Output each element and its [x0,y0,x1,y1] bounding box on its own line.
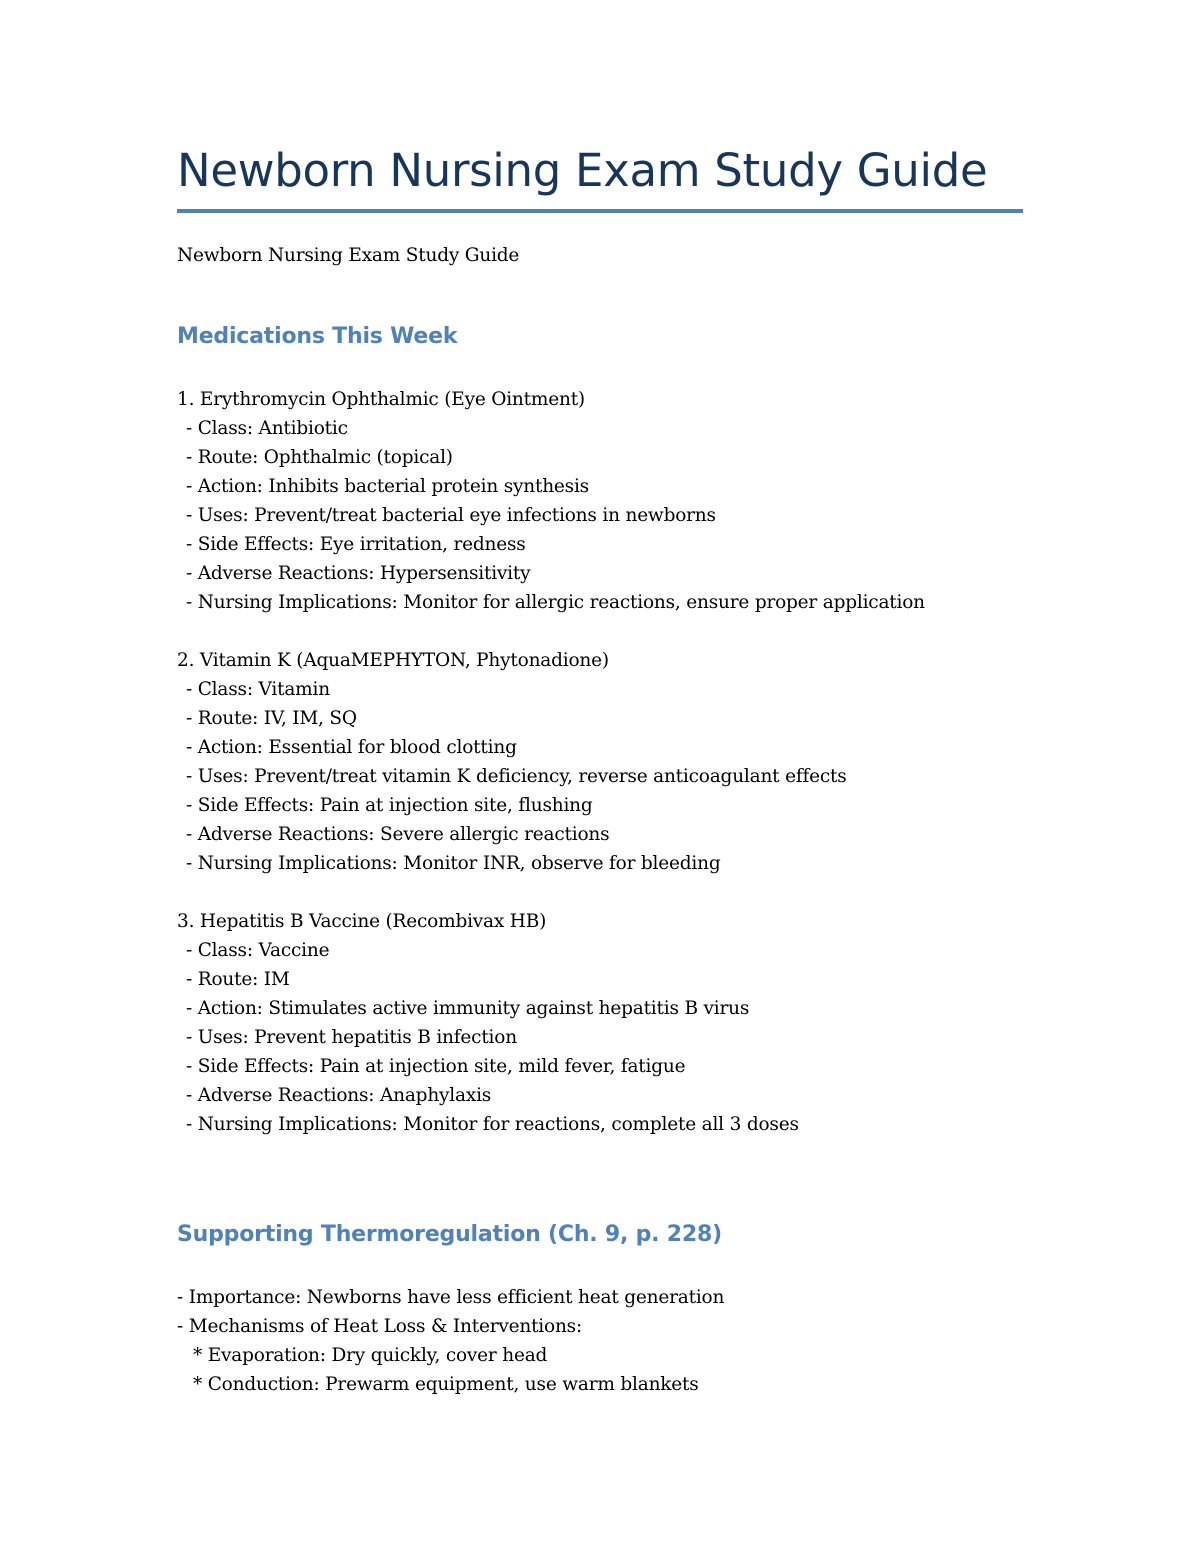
med-detail-line: - Route: IM [186,969,290,990]
med-detail-line: - Action: Inhibits bacterial protein synthesis [186,476,589,497]
thermo-subitem: * Conduction: Prewarm equipment, use warm blankets [193,1374,699,1395]
med-title: 3. Hepatitis B Vaccine (Recombivax HB) [177,911,547,932]
med-detail-line: - Route: IV, IM, SQ [186,708,357,729]
med-detail-line: - Class: Vaccine [186,940,330,961]
med-detail-line: - Action: Stimulates active immunity against hepatitis B virus [186,998,750,1019]
medications-heading: Medications This Week [177,324,458,349]
med-detail-line: - Side Effects: Eye irritation, redness [186,534,526,555]
med-detail-line: - Uses: Prevent/treat vitamin K deficiency, reverse anticoagulant effects [186,766,847,787]
med-detail-line: - Nursing Implications: Monitor INR, observe for bleeding [186,853,721,874]
med-detail-line: - Adverse Reactions: Anaphylaxis [186,1085,492,1106]
title-underline [177,209,1023,213]
med-detail-line: - Action: Essential for blood clotting [186,737,517,758]
med-title: 1. Erythromycin Ophthalmic (Eye Ointment) [177,389,585,410]
med-detail-line: - Uses: Prevent hepatitis B infection [186,1027,517,1048]
med-detail-line: - Side Effects: Pain at injection site, mild fever, fatigue [186,1056,686,1077]
med-detail-line: - Adverse Reactions: Hypersensitivity [186,563,531,584]
med-detail-line: - Side Effects: Pain at injection site, flushing [186,795,593,816]
med-detail-line: - Route: Ophthalmic (topical) [186,447,453,468]
med-detail-line: - Class: Antibiotic [186,418,348,439]
thermo-line: - Mechanisms of Heat Loss & Interventions: [177,1316,582,1337]
subtitle-line: Newborn Nursing Exam Study Guide [177,245,520,266]
med-detail-line: - Nursing Implications: Monitor for reactions, complete all 3 doses [186,1114,799,1135]
thermo-subitem: * Evaporation: Dry quickly, cover head [193,1345,548,1366]
med-detail-line: - Uses: Prevent/treat bacterial eye infections in newborns [186,505,716,526]
thermo-line: - Importance: Newborns have less efficient heat generation [177,1287,725,1308]
document-title: Newborn Nursing Exam Study Guide [177,144,988,197]
med-title: 2. Vitamin K (AquaMEPHYTON, Phytonadione) [177,650,609,671]
med-detail-line: - Class: Vitamin [186,679,330,700]
thermoregulation-heading: Supporting Thermoregulation (Ch. 9, p. 228) [177,1222,722,1247]
med-detail-line: - Nursing Implications: Monitor for allergic reactions, ensure proper application [186,592,925,613]
med-detail-line: - Adverse Reactions: Severe allergic reactions [186,824,610,845]
